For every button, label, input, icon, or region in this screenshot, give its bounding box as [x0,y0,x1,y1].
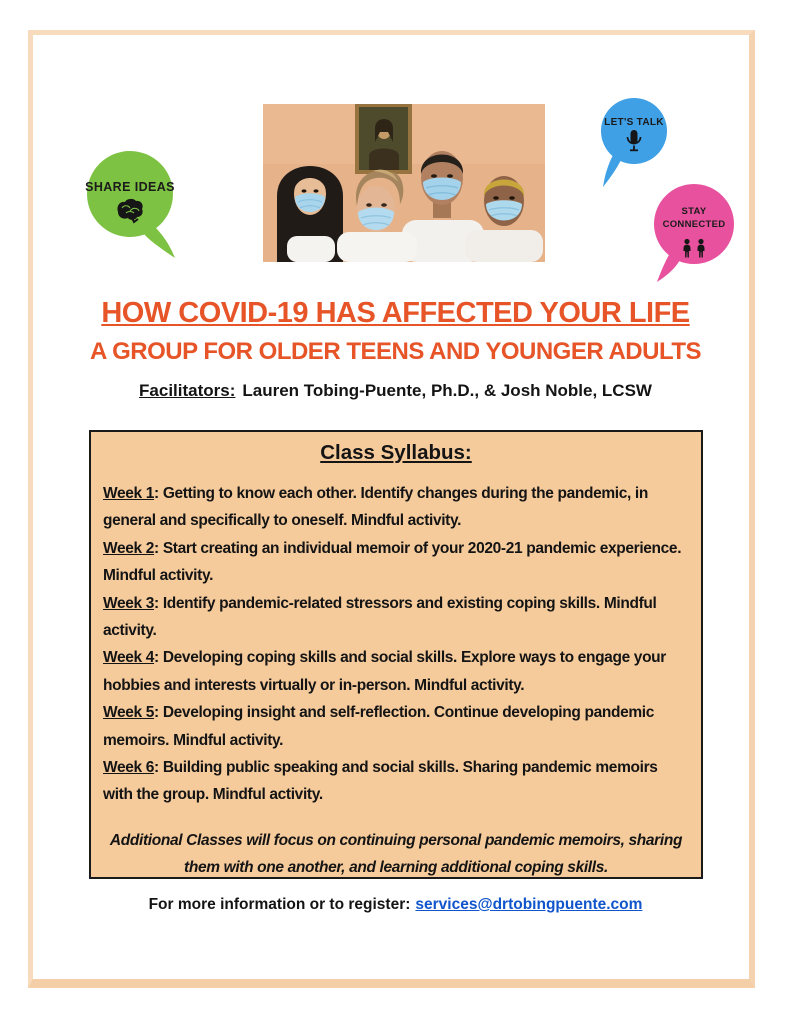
week-text: : Getting to know each other. Identify changes during the pandemic, in general and specifically to oneself. Mindful activity. [103,485,648,530]
additional-classes-note: Additional Classes will focus on continuing personal pandemic memoirs, sharing them with one another, and learning additional coping skills. [109,831,683,877]
syllabus-box [89,430,703,879]
syllabus-week-5 [103,699,689,754]
bubble-label: LET'S TALK [604,117,664,128]
speech-bubble-share-ideas [84,148,184,260]
bubble-label-line1: STAY [681,206,707,217]
facilitators-line [0,381,791,401]
syllabus-week-3 [103,590,689,645]
week-text: : Building public speaking and social skills. Sharing pandemic memoirs with the group. Mindful activity. [103,759,658,804]
bubble-label: SHARE IDEAS [85,180,175,194]
facilitators-label: Facilitators: [139,381,236,400]
syllabus-week-2 [103,535,689,590]
week-text: : Identify pandemic-related stressors and existing coping skills. Mindful activity. [103,594,657,640]
week-text: : Developing coping skills and social skills. Explore ways to engage your hobbies and interests virtually or in-person. Mindful activity. [103,649,666,694]
email-link[interactable]: services@drtobingpuente.com [415,896,643,913]
person-woman-dark-hair [277,166,343,262]
bubble-circle [87,151,173,237]
page-title: HOW COVID-19 HAS AFFECTED YOUR LIFE [101,297,690,329]
week-label: Week 5 [103,704,155,722]
week-text: : Developing insight and self-reflection. Continue developing pandemic memoirs. Mindful activity. [103,704,655,749]
week-label: Week 1 [103,485,155,502]
group-photo [263,104,545,262]
speech-bubble-lets-talk [596,96,672,190]
facilitators-names: Lauren Tobing-Puente, Ph.D., & Josh Noble, LCSW [242,381,652,400]
syllabus-week-1 [103,480,689,535]
week-label: Week 2 [103,539,155,557]
week-label: Week 4 [103,649,155,667]
week-label: Week 6 [103,759,155,777]
mona-lisa-painting [355,104,412,174]
week-text: : Start creating an individual memoir of your 2020-21 pandemic experience. Mindful activity. [103,539,682,585]
syllabus-week-4 [103,644,689,699]
syllabus-week-6 [103,754,689,809]
speech-bubble-stay-connected [646,184,738,284]
page-subtitle: A GROUP FOR OLDER TEENS AND YOUNGER ADULTS [89,338,702,365]
week-label: Week 3 [103,594,155,612]
footer-text: For more information or to register: [148,896,411,913]
bubble-label-line2: CONNECTED [662,219,726,230]
footer-line [0,896,791,914]
syllabus-heading: Class Syllabus: [320,441,472,464]
